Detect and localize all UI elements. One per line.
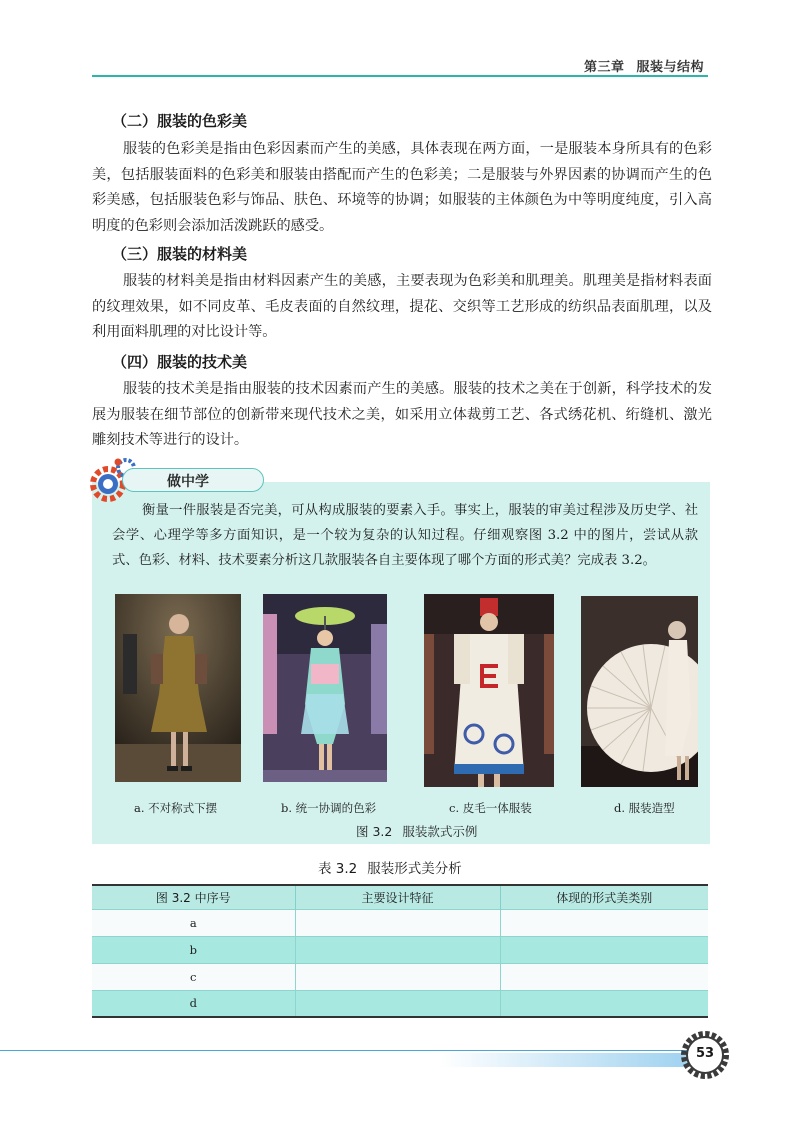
paragraph-material: 服装的材料美是指由材料因素产生的美感，主要表现为色彩美和肌理美。肌理美是指材料表面的纹理效果，如不同皮革、毛皮表面的自然纹理，提花、交织等工艺形成的纺织品表面肌理，以及利用面料肌理的对比设计等。 — [92, 273, 712, 340]
figure-title — [356, 822, 477, 840]
caption-c: c. 皮毛一体服装 — [449, 801, 532, 815]
section-title-color: （二）服装的色彩美 — [112, 112, 248, 130]
table-cell[interactable] — [500, 936, 708, 963]
photo-a — [115, 594, 241, 782]
table-row — [92, 909, 708, 936]
column-header: 体现的形式美类别 — [500, 885, 708, 909]
table-cell[interactable] — [500, 990, 708, 1017]
table-caption: 服装形式美分析 — [367, 861, 462, 877]
photo-b — [263, 594, 387, 782]
figure-caption: 服装款式示例 — [402, 824, 478, 839]
table-cell[interactable] — [295, 936, 500, 963]
table-cell[interactable] — [295, 909, 500, 936]
running-header — [92, 56, 708, 76]
table-title — [318, 857, 462, 877]
table-cell: c — [92, 963, 295, 990]
activity-text: 衡量一件服装是否完美，可从构成服装的要素入手。事实上，服装的审美过程涉及历史学、社会学、心理学等多方面知识，是一个较为复杂的认知过程。仔细观察图 3.2 中的图片，尝试从款式、色彩、材料、技术要素分析这几款服装各自主要体现了哪个方面的形式美？完成表 3.2。 — [112, 503, 698, 568]
table-row — [92, 963, 708, 990]
table-cell[interactable] — [500, 909, 708, 936]
table-header-row — [92, 885, 708, 909]
photo-c — [424, 594, 554, 787]
table-cell[interactable] — [295, 990, 500, 1017]
table-cell: b — [92, 936, 295, 963]
table-cell[interactable] — [295, 963, 500, 990]
column-header: 图 3.2 中序号 — [92, 885, 295, 909]
section-title-material: （三）服装的材料美 — [112, 245, 248, 263]
chapter-title: 服装与结构 — [636, 60, 704, 75]
table-cell: d — [92, 990, 295, 1017]
figure-number: 图 3.2 — [356, 824, 393, 839]
chapter-number: 第三章 — [583, 60, 625, 75]
caption-a: a. 不对称式下摆 — [134, 801, 218, 815]
header-rule — [92, 75, 708, 77]
column-header: 主要设计特征 — [295, 885, 500, 909]
table-row — [92, 990, 708, 1017]
paragraph-color: 服装的色彩美是指由色彩因素而产生的美感，具体表现在两方面，一是服装本身所具有的色彩美，包括服装面料的色彩美和服装由搭配而产生的色彩美；二是服装与外界因素的协调而产生的色彩美感，包括服装色彩与饰品、肤色、环境等的协调；如服装的主体颜色为中等明度纯度，引入高明度的色彩则会添加活泼跳跃的感受。 — [92, 141, 712, 234]
footer-gradient-bar — [440, 1053, 690, 1067]
caption-d: d. 服装造型 — [614, 801, 675, 815]
table-cell: a — [92, 909, 295, 936]
table-row — [92, 936, 708, 963]
photo-d — [581, 596, 698, 787]
footer-rule — [0, 1050, 700, 1051]
section-title-technique: （四）服装的技术美 — [112, 353, 248, 371]
activity-label-tab — [122, 468, 264, 492]
table-number: 表 3.2 — [318, 861, 358, 877]
page-number: 53 — [695, 1046, 715, 1061]
caption-b: b. 统一协调的色彩 — [281, 801, 377, 815]
activity-label: 做中学 — [167, 474, 209, 490]
analysis-table — [92, 884, 708, 1018]
chapter-header — [584, 56, 704, 75]
table-cell[interactable] — [500, 963, 708, 990]
paragraph-technique: 服装的技术美是指由服装的技术因素而产生的美感。服装的技术之美在于创新，科学技术的发展为服装在细节部位的创新带来现代技术之美，如采用立体裁剪工艺、各式绣花机、绗缝机、激光雕刻技术等进行的设计。 — [92, 381, 712, 448]
